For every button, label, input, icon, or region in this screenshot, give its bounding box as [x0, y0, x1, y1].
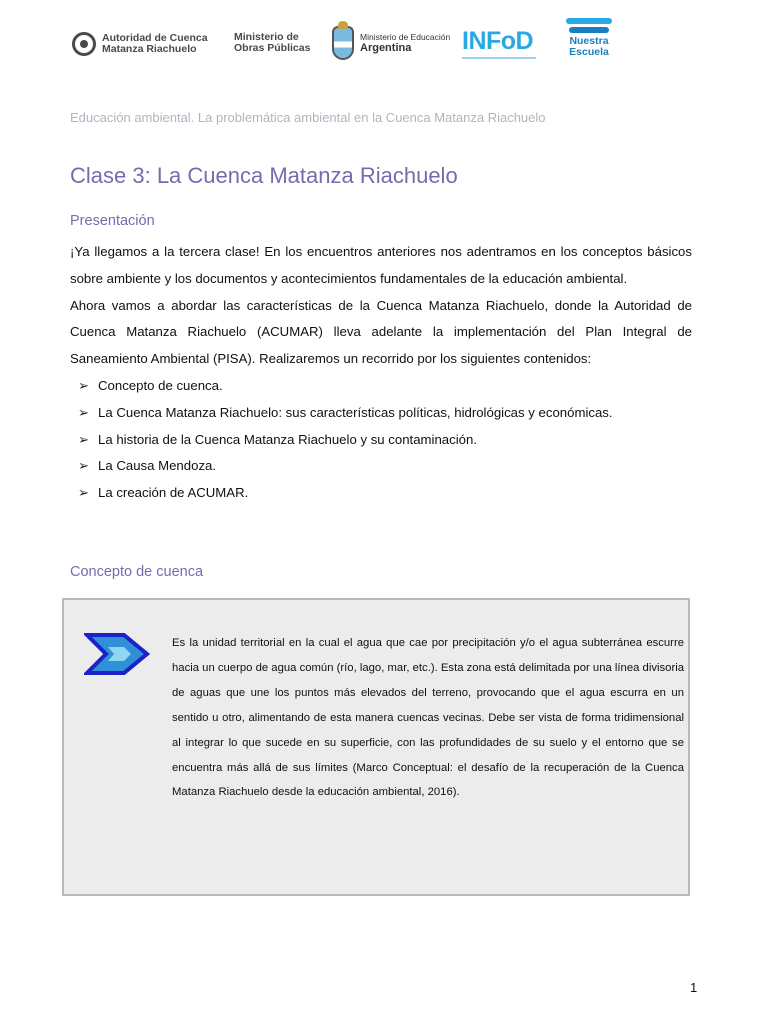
obras-publicas-logo	[234, 32, 310, 54]
wave-icon	[569, 27, 609, 33]
list-item: ➢ La creación de ACUMAR.	[78, 480, 692, 507]
page-number: 1	[690, 980, 698, 995]
header-logos	[70, 18, 700, 70]
ne-logo-line1: Nuestra	[569, 35, 609, 47]
wave-icon	[566, 18, 612, 24]
mop-logo-line2: Obras Públicas	[234, 42, 311, 54]
course-subtitle: Educación ambiental. La problemática ambiental en la Cuenca Matanza Riachuelo	[70, 110, 546, 125]
concept-heading: Concepto de cuenca	[70, 564, 204, 580]
arrow-bullet-icon: ➢	[78, 458, 90, 474]
acumar-logo-line1: Autoridad de Cuenca	[102, 32, 208, 44]
acumar-logo	[72, 32, 208, 56]
arrow-bullet-icon: ➢	[78, 404, 90, 420]
ministerio-educacion-logo	[332, 26, 450, 60]
list-item: ➢ La Causa Mendoza.	[78, 453, 692, 480]
infod-logo-text: INFoD	[462, 27, 534, 55]
presentation-heading: Presentación	[70, 213, 155, 229]
arrow-bullet-icon: ➢	[78, 377, 90, 393]
me-logo-line1: Ministerio de Educación	[360, 32, 451, 42]
mop-logo-line1: Ministerio de	[234, 31, 299, 43]
national-shield-icon	[332, 26, 354, 60]
me-logo-line2: Argentina	[360, 42, 412, 54]
infod-logo	[462, 28, 536, 59]
ne-logo-line2: Escuela	[569, 46, 609, 58]
infod-underline	[462, 57, 536, 59]
page-title: Clase 3: La Cuenca Matanza Riachuelo	[70, 163, 458, 188]
acumar-emblem-icon	[72, 32, 96, 56]
definition-text: Es la unidad territorial en la cual el agua que cae por precipitación y/o el agua subterránea escurre hacia un cuerpo de agua común (río, lago, mar, etc.). Esta zona está delimitada por una línea divisoria de aguas que une los puntos más elevados del terreno, provocando que el agua escurra en un sentido u otro, alimentando de esta manera cuencas vecinas. Debe ser vista de forma tridimensional al integrar lo que sucede en su superficie, con las profundidades de su suelo y el entorno que se encuentra más allá de sus límites (Marco Conceptual: el desafío de la recuperación de la Cuenca Matanza Riachuelo desde la educación ambiental, 2016).	[172, 637, 684, 799]
arrow-bullet-icon: ➢	[78, 485, 90, 501]
presentation-paragraph-1: ¡Ya llegamos a la tercera clase! En los encuentros anteriores nos adentramos en los conceptos básicos sobre ambiente y los documentos y acontecimientos fundamentales de la educación ambiental.	[70, 244, 692, 286]
chevron-arrow-icon	[84, 632, 150, 676]
presentation-body	[70, 239, 692, 507]
contents-list	[78, 373, 692, 507]
list-item: ➢ La Cuenca Matanza Riachuelo: sus características políticas, hidrológicas y económicas.	[78, 400, 692, 427]
nuestra-escuela-logo	[566, 18, 612, 58]
presentation-paragraph-2: Ahora vamos a abordar las características de la Cuenca Matanza Riachuelo, donde la Autoridad de Cuenca Matanza Riachuelo (ACUMAR) lleva adelante la implementación del Plan Integral de Saneamiento Ambiental (PISA). Realizaremos un recorrido por los siguientes contenidos:	[70, 297, 692, 367]
acumar-logo-line2: Matanza Riachuelo	[102, 43, 197, 55]
definition-box	[62, 598, 690, 896]
list-item: ➢ La historia de la Cuenca Matanza Riachuelo y su contaminación.	[78, 427, 692, 454]
arrow-bullet-icon: ➢	[78, 431, 90, 447]
list-item: ➢ Concepto de cuenca.	[78, 373, 692, 400]
